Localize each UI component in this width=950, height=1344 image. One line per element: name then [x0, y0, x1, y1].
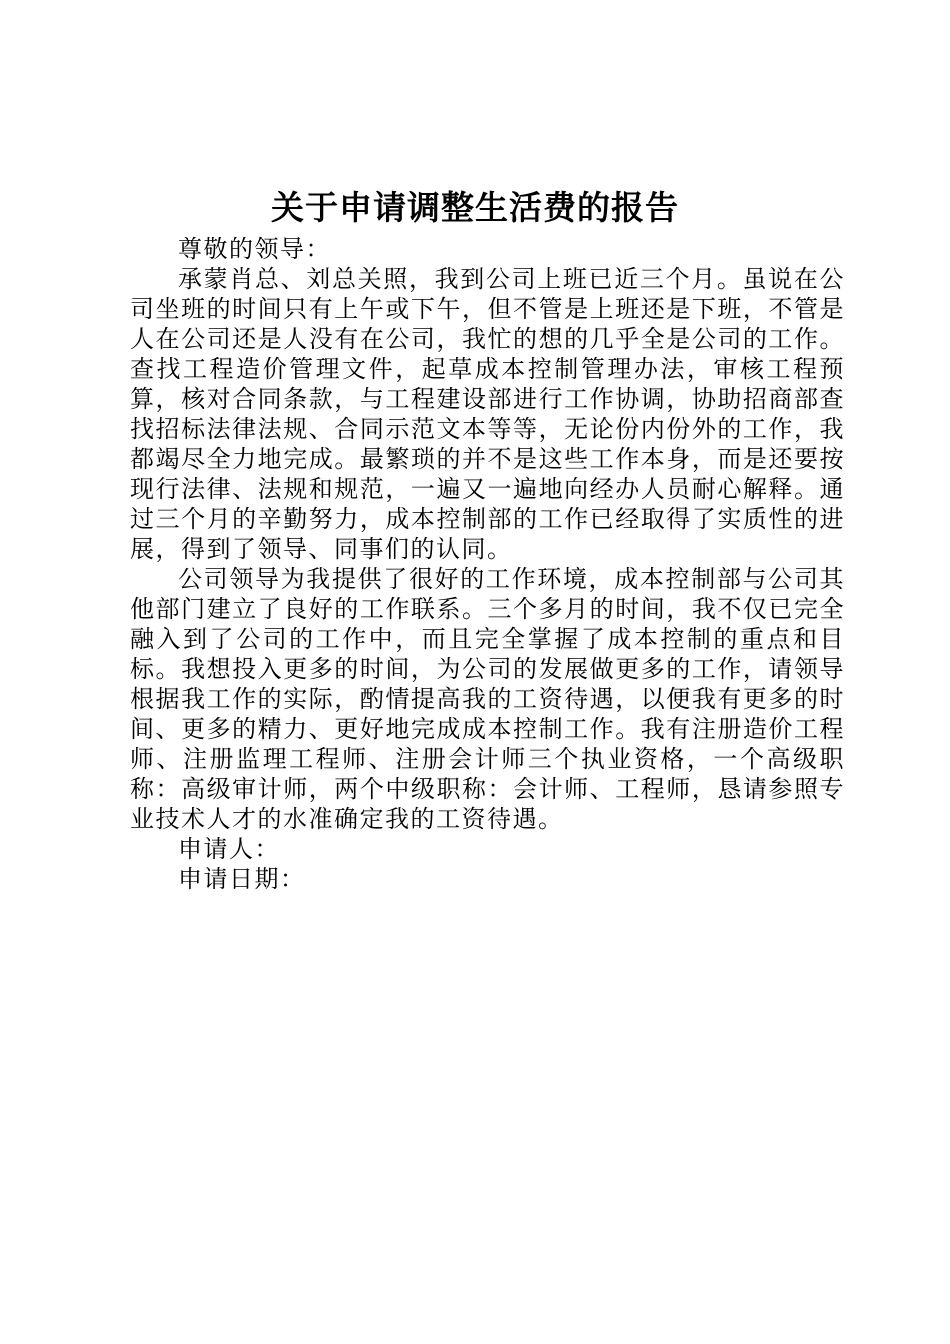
application-date-label: 申请日期：	[178, 865, 306, 893]
applicant-label: 申请人：	[178, 835, 280, 863]
document-body	[130, 234, 845, 894]
salutation: 尊敬的领导：	[178, 235, 331, 263]
document-title: 关于申请调整生活费的报告	[271, 188, 679, 227]
body-paragraph-2: 公司领导为我提供了很好的工作环境，成本控制部与公司其他部门建立了良好的工作联系。三个多月的时间，我不仅已完全融入到了公司的工作中，而且完全掌握了成本控制的重点和目标。我想投入更多的时间，为公司的发展做更多的工作，请领导根据我工作的实际，酌情提高我的工资待遇，以便我有更多的时间、更多的精力、更好地完成成本控制工作。我有注册造价工程师、注册监理工程师、注册会计师三个执业资格，一个高级职称：高级审计师，两个中级职称：会计师、工程师，恳请参照专业技术人才的水准确定我的工资待遇。	[130, 565, 845, 833]
body-paragraph-1: 承蒙肖总、刘总关照，我到公司上班已近三个月。虽说在公司坐班的时间只有上午或下午，但不管是上班还是下班，不管是人在公司还是人没有在公司，我忙的想的几乎全是公司的工作。查找工程造价管理文件，起草成本控制管理办法，审核工程预算，核对合同条款，与工程建设部进行工作协调，协助招商部查找招标法律法规、合同示范文本等等，无论份内份外的工作，我都竭尽全力地完成。最繁琐的并不是这些工作本身，而是还要按现行法律、法规和规范，一遍又一遍地向经办人员耐心解释。通过三个月的辛勤努力，成本控制部的工作已经取得了实质性的进展，得到了领导、同事们的认同。	[130, 265, 845, 563]
